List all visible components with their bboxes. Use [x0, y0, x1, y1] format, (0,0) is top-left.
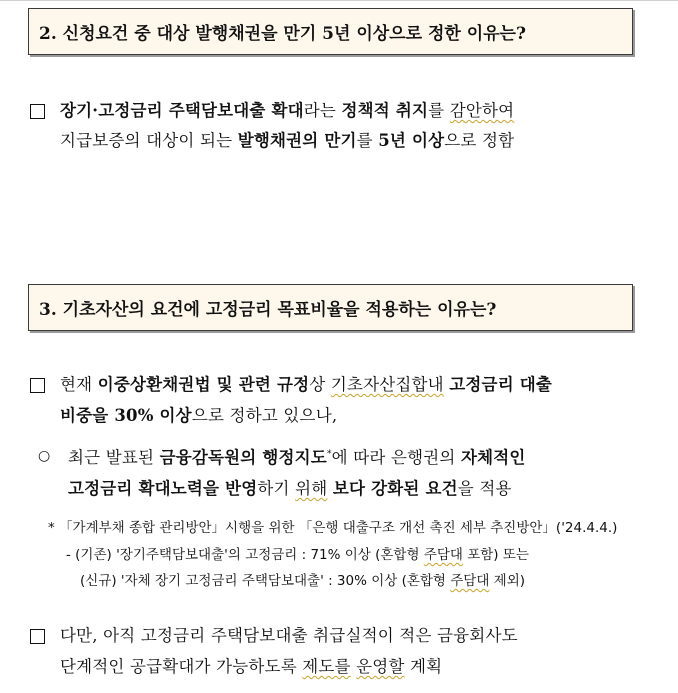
footnote-line-1: * 「가계부채 종합 관리방안」시행을 위한 「은행 대출구조 개선 촉진 세부 추진방안」('24.4.4.): [48, 520, 618, 536]
section-2-bullet-line-1: 장기·고정금리 주택담보대출 확대라는 정책적 취지를 감안하여: [60, 101, 515, 120]
section-3-heading: 3. 기초자산의 요건에 고정금리 목표비율을 적용하는 이유는?: [39, 300, 497, 320]
section-3-bullet-1-line-2: 비중을 30% 이상으로 정하고 있으나,: [60, 406, 338, 425]
top-rule: [0, 0, 678, 1]
bullet-checkbox: [30, 629, 45, 644]
section-2-heading: 2. 신청요건 중 대상 발행채권을 만기 5년 이상으로 정한 이유는?: [39, 24, 526, 44]
footnote-line-3: (신규) '자체 장기 고정금리 주택담보대출' : 30% 이상 (혼합형 주담대 제외): [80, 573, 526, 589]
section-3-sub-line-1: 최근 발표된 금융감독원의 행정지도*에 따라 은행권의 자체적인: [68, 448, 526, 467]
section-3-sub-line-2: 고정금리 확대노력을 반영하기 위해 보다 강화된 요건을 적용: [68, 479, 512, 498]
bullet-checkbox: [30, 104, 45, 119]
circle-bullet: ○: [38, 448, 51, 464]
section-3-bullet-2-line-1: 다만, 아직 고정금리 주택담보대출 취급실적이 적은 금융회사도: [60, 626, 518, 645]
footnote-line-2: - (기존) '장기주택담보대출'의 고정금리 : 71% 이상 (혼합형 주담대 포함) 또는: [66, 547, 529, 563]
section-3-heading-box: [28, 284, 633, 331]
section-2-heading-box: [28, 8, 633, 55]
section-3-bullet-2-line-2: 단계적인 공급확대가 가능하도록 제도를 운영할 계획: [60, 657, 443, 676]
section-2-bullet-line-2: 지급보증의 대상이 되는 발행채권의 만기를 5년 이상으로 정함: [60, 131, 515, 150]
bullet-checkbox: [30, 378, 45, 393]
section-3-bullet-1-line-1: 현재 이중상환채권법 및 관련 규정상 기초자산집합내 고정금리 대출: [60, 375, 553, 394]
